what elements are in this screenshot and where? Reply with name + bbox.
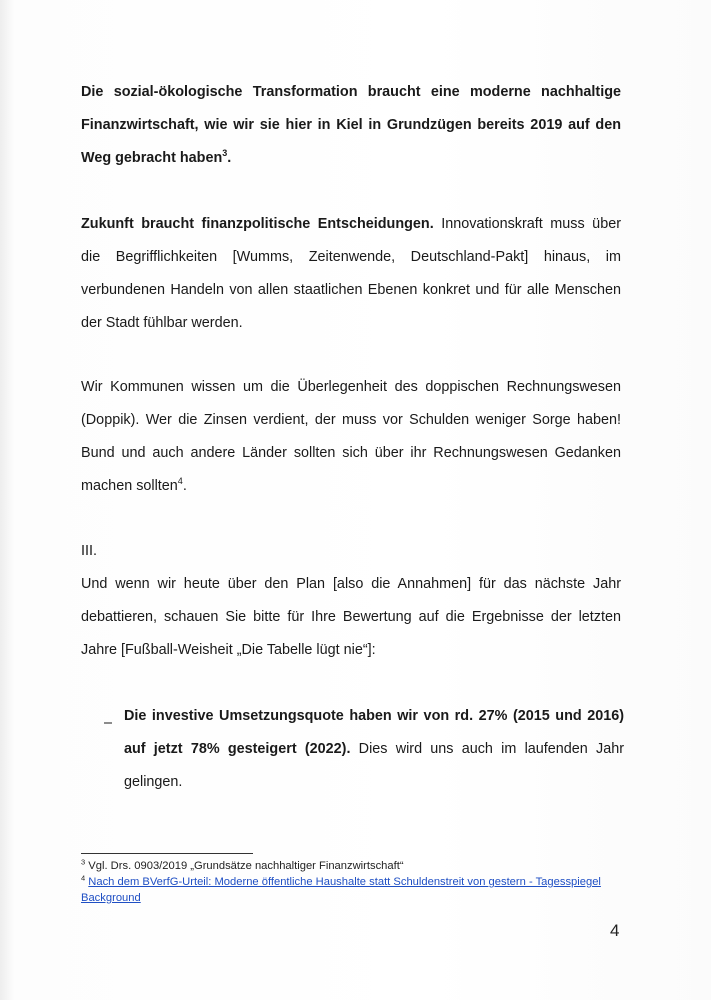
page-number: 4 (610, 921, 620, 940)
paragraph-transformation: Die sozial-ökologische Transformation braucht eine moderne nachhaltige Finanzwirtschaft, wie wir sie hier in Kiel in Grundzügen bereits 2019 auf den Weg gebracht haben$^3$. (81, 84, 621, 166)
paragraph-plan: Und wenn wir heute über den Plan [also die Annahmen] für das nächste Jahr debattieren, schauen Sie bitte für Ihre Bewertung auf die Ergebnisse der letzten Jahre [Fußball-Weisheit „Die Tabelle lügt nie“]: (81, 576, 621, 658)
footnote-separator (81, 853, 253, 854)
footnote-ref-3[interactable]: 3 (222, 148, 228, 159)
footnote-ref-4[interactable]: 4 (177, 476, 183, 487)
bullet-dash: – (104, 715, 113, 731)
footnote-3: $^3$ Vgl. Drs. 0903/2019 „Grundsätze nachhaltiger Finanzwirtschaft“ (81, 857, 404, 872)
footnote-4-link[interactable]: Nach dem BVerfG-Urteil: Moderne öffentliche Haushalte statt Schuldenstreit von gestern - Tagesspiegel Background (81, 876, 601, 904)
section-heading: III. (81, 543, 97, 559)
paragraph-doppik: Wir Kommunen wissen um die Überlegenheit des doppischen Rechnungswesen (Doppik). Wer die Zinsen verdient, der muss vor Schulden weniger Sorge haben! Bund und auch andere Länder sollten sich über ihr Rechnungswesen Gedanken machen sollten$^4$. (81, 379, 621, 494)
paragraph-zukunft: Zukunft braucht finanzpolitische Entscheidungen. Innovationskraft muss über die Begrifflichkeiten [Wumms, Zeitenwende, Deutschland-Pakt] hinaus, im verbundenen Handeln von allen staatlichen Ebenen konkret und für alle Menschen der Stadt fühlbar werden. (81, 216, 621, 331)
footnote-4: $^4$ Nach dem BVerfG-Urteil: Moderne öffentliche Haushalte statt Schuldenstreit von gestern - Tagesspiegel Background (81, 873, 601, 904)
bullet-umsetzungsquote: Die investive Umsetzungsquote haben wir von rd. 27% (2015 und 2016) auf jetzt 78% gesteigert (2022). Dies wird uns auch im laufenden Jahr gelingen. (124, 708, 625, 790)
